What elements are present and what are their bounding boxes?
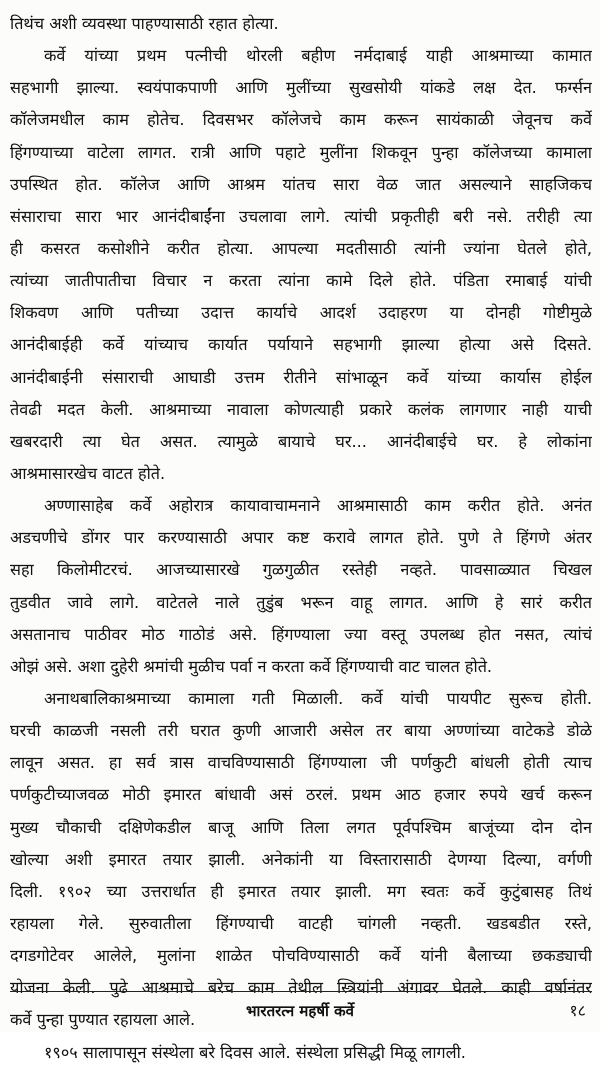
text-line: रहायला गेले. सुरुवातीला हिंगण्याची वाटही चांगली नव्हती. खडबडीत रस्ते, <box>10 913 592 933</box>
text-line: खबरदारी त्या घेत असत. त्यामुळे बायाचे घर... आनंदीबाईचे घर. हे लोकांना <box>10 431 592 451</box>
text-line: दिली. १९०२ च्या उत्तरार्धात ही इमारत तयार झाली. मग स्वतः कर्वे कुटुंबासह तिथं <box>10 881 592 901</box>
text-line: आनंदीबाईही कर्वे यांच्याच कार्यात पर्यायाने सहभागी झाल्या होत्या असे दिसते. <box>10 335 592 355</box>
body-text <box>10 8 592 1069</box>
text-line: मुख्य चौकाची दक्षिणेकडील बाजू आणि तिला लगत पूर्वपश्चिम बाजूंच्या दोन दोन <box>10 817 592 837</box>
text-line: दगडगोटेवर आलेले, मुलांना शाळेत पोचविण्यासाठी कर्वे यांनी बैलाच्या छकड्याची <box>10 946 592 966</box>
text-line: शिकवण आणि पतीच्या उदात्त कार्याचे आदर्श उदाहरण या दोनही गोष्टीमुळे <box>10 303 592 323</box>
text-line: तिथंच अशी व्यवस्था पाहण्यासाठी रहात होत्या. <box>10 14 279 33</box>
running-footer-title: भारतरत्न महर्षी कर्वे <box>246 1002 354 1020</box>
text-line: कॉलेजमधील काम होतेच. दिवसभर कॉलेजचे काम करून सायंकाळी जेवूनच कर्वे <box>10 110 592 130</box>
text-line: १९०५ सालापासून संस्थेला बरे दिवस आले. संस्थेला प्रसिद्धी मिळू लागली. <box>44 1042 466 1062</box>
text-line: लावून असत. हा सर्व त्रास वाचविण्यासाठी हिंगण्याला जी पर्णकुटी बांधली होती त्याच <box>10 753 592 773</box>
text-line: खोल्या अशी इमारत तयार झाली. अनेकांनी या विस्तारासाठी देणग्या दिल्या, वर्गणी <box>10 849 592 869</box>
text-line: हिंगण्याच्या वाटेला लागत. रात्री आणि पहाटे मुलींना शिकवून पुन्हा कॉलेजच्या कामाला <box>10 142 592 162</box>
text-line: पर्णकुटीच्याजवळ मोठी इमारत बांधावी असं ठरलं. प्रथम आठ हजार रुपये खर्च करून <box>10 785 592 805</box>
text-line: अण्णासाहेब कर्वे अहोरात्र कायावाचामनाने आश्रमासाठी काम करीत होते. अनंत <box>44 496 592 516</box>
text-line: योजना केली. पुढे आश्रमाचे बरेच काम तेथील स्त्रियांनी अंगावर घेतले. काही वर्षानंतर <box>10 978 592 998</box>
text-line: कर्वे पुन्हा पुण्यात रहायला आले. <box>10 1010 196 1030</box>
text-line: अडचणीचे डोंगर पार करण्यासाठी अपार कष्ट करावे लागत होते. पुणे ते हिंगणे अंतर <box>10 528 592 548</box>
text-line: तेवढी मदत केली. आश्रमाच्या नावाला कोणत्याही प्रकारे कलंक लागणार नाही याची <box>10 399 592 419</box>
text-line: ओझं असे. अशा दुहेरी श्रमांची मुळीच पर्वा न करता कर्वे हिंगण्याची वाट चालत होते. <box>10 656 493 676</box>
text-line: अनाथबालिकाश्रमाच्या कामाला गती मिळाली. कर्वे यांची पायपीट सुरूच होती. <box>44 688 592 708</box>
text-line: उपस्थित होत. कॉलेज आणि आश्रम यांतच सारा वेळ जात असल्याने साहजिकच <box>10 174 592 194</box>
text-line: कर्वे यांच्या प्रथम पत्नीची थोरली बहीण नर्मदाबाई याही आश्रमाच्या कामात <box>44 46 592 66</box>
text-line: संसाराचा सारा भार आनंदीबाईंना उचलावा लागे. त्यांची प्रकृतीही बरी नसे. तरीही त्या <box>10 206 592 226</box>
text-line: घरची काळजी नसली तरी घरात कुणी आजारी असेल तर बाया अण्णांच्या वाटेकडे डोळे <box>10 721 592 741</box>
page-footer <box>10 997 590 1027</box>
text-line: ही कसरत कसोशीने करीत होत्या. आपल्या मदतीसाठी त्यांनी ज्यांना घेतले होते, <box>10 238 592 258</box>
page-number: १८ <box>569 1001 586 1020</box>
footer-divider <box>10 991 592 992</box>
text-line: सहभागी झाल्या. स्वयंपाकपाणी आणि मुलींच्या सुखसोयी यांकडे लक्ष देत. फर्ग्सन <box>10 78 592 98</box>
text-line: तुडवीत जावे लागे. वाटेतले नाले तुडुंब भरून वाहू लागत. आणि हे सारं करीत <box>10 592 592 612</box>
text-line: आश्रमासारखेच वाटत होते. <box>10 463 166 483</box>
text-line: त्यांच्या जातीपातीचा विचार न करता त्यांना कामे दिले होते. पंडिता रमाबाई यांची <box>10 271 592 291</box>
text-line: सहा किलोमीटरचं. आजच्यासारखे गुळगुळीत रस्तेही नव्हते. पावसाळ्यात चिखल <box>10 560 592 580</box>
text-line: आनंदीबाईनी संसाराची आघाडी उत्तम रीतीने सांभाळून कर्वे यांच्या कार्यास होईल <box>10 367 592 387</box>
text-line: असतानाच पाठीवर मोठ गाठोडं असे. हिंगण्याला ज्या वस्तू उपलब्ध होत नसत, त्यांचं <box>10 624 592 644</box>
